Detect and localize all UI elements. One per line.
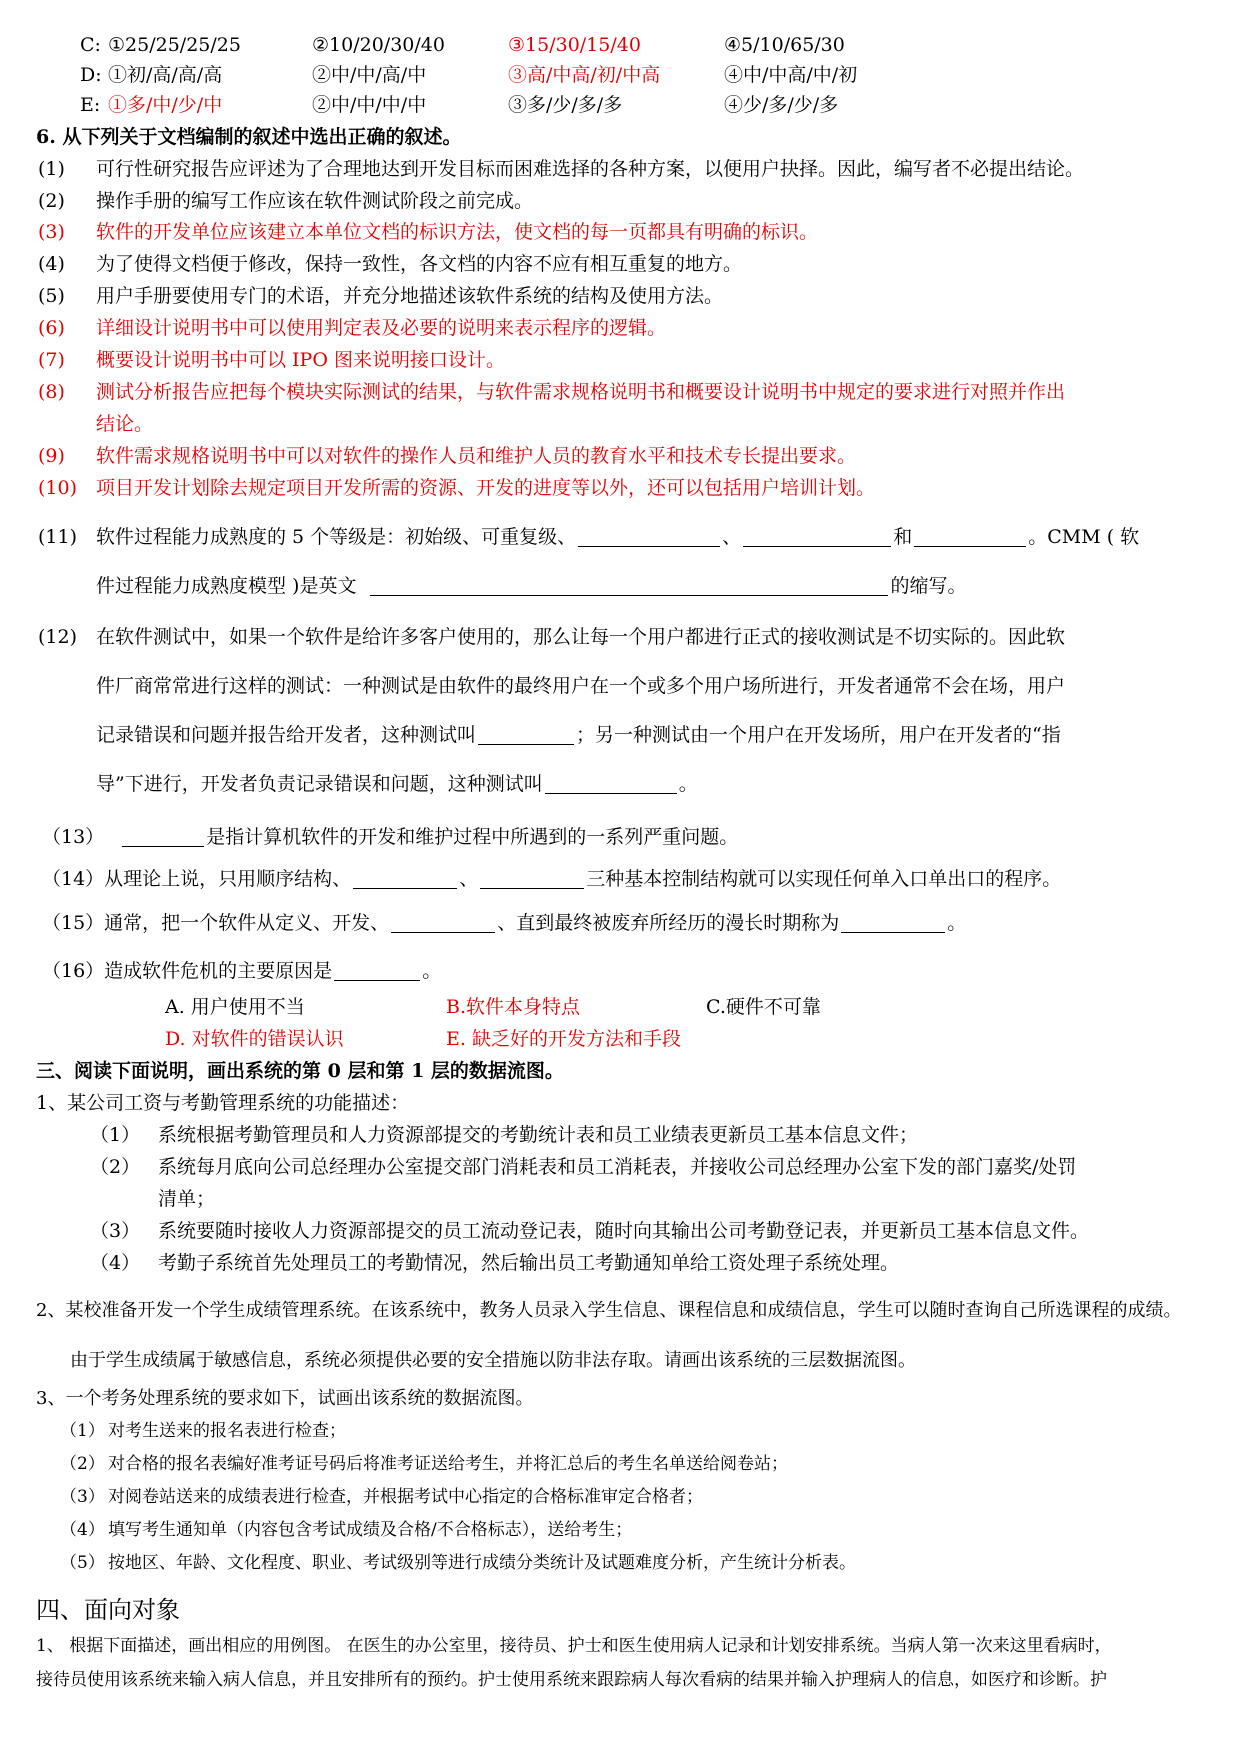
q5-e-o4: ④少/多/少/多 [724,94,839,116]
q14-blank-1[interactable] [353,871,457,889]
s4-p1-line1: 1、 根据下面描述，画出相应的用例图。 在医生的办公室里，接待员、护士和医生使用病人记录和计划安排系统。当病人第一次来这里看病时， [36,1636,1112,1656]
q14 [42,870,1061,889]
q6-item-text: 软件需求规格说明书中可以对软件的操作人员和维护人员的教育水平和技术专长提出要求。 [96,445,857,467]
section-4-title: 四、面向对象 [36,1596,180,1624]
s3-item-num: （2） [60,1454,105,1474]
q6-item-num: (6) [38,317,65,339]
q13-blank[interactable] [122,829,204,847]
q12-text-l3b: ；另一种测试由一个用户在开发场所，用户在开发者的“指 [576,724,1061,746]
q5-row-e [80,94,839,116]
s3-p1-item-2-cont: 清单； [158,1188,216,1210]
q6-item-text: 项目开发计划除去规定项目开发所需的资源、开发的进度等以外，还可以包括用户培训计划。 [96,477,876,499]
q6-item-text: 操作手册的编写工作应该在软件测试阶段之前完成。 [96,190,534,212]
q16-text-a: （16）造成软件危机的主要原因是 [42,960,333,982]
q5-e-o2: ②中/中/中/中 [312,94,427,116]
q11-text-d: 。CMM ( 软 [1028,526,1140,548]
q6-item-num: (4) [38,253,65,275]
q5-e-o1: ①多/中/少/中 [108,94,223,116]
q6-item-num: (3) [38,221,65,243]
q6-item-num: (9) [38,445,65,467]
s3-p2-line1: 2、某校准备开发一个学生成绩管理系统。在该系统中，教务人员录入学生信息、课程信息和成绩信息，学生可以随时查询自己所选课程的成绩。 [36,1300,1182,1321]
q6-item-text: 测试分析报告应把每个模块实际测试的结果，与软件需求规格说明书和概要设计说明书中规定的要求进行对照并作出 [96,381,1066,403]
s3-item-num: （4） [90,1252,141,1274]
q5-row-d [80,64,858,86]
q11-text-line2b: 的缩写。 [890,575,967,597]
q12-text-l1: 在软件测试中，如果一个软件是给许多客户使用的，那么让每一个用户都进行正式的接收测试是不切实际的。因此软 [96,626,1066,648]
q6-item-text: 详细设计说明书中可以使用判定表及必要的说明来表示程序的逻辑。 [96,317,667,339]
q15-text-a: （15）通常，把一个软件从定义、开发、 [42,912,390,934]
q5-e-label: E: [80,94,101,116]
s3-p1-item-2 [90,1156,1077,1178]
q5-c-o1: ①25/25/25/25 [108,34,241,56]
q16-option-b: B.软件本身特点 [446,996,581,1018]
q14-text-c: 三种基本控制结构就可以实现任何单入口单出口的程序。 [586,868,1062,890]
s3-p3-item-2 [60,1454,788,1474]
q6-item-10 [38,477,876,499]
q6-item-5 [38,285,724,307]
q12-text-l3a: 记录错误和问题并报告给开发者，这种测试叫 [96,724,477,746]
q11-blank-4[interactable] [370,578,888,596]
q6-item-3 [38,221,819,243]
q13-text: 是指计算机软件的开发和维护过程中所遇到的一系列严重问题。 [206,826,739,848]
s3-p3-item-1 [60,1421,346,1441]
s3-p3-item-3 [60,1487,703,1507]
q12-line4 [96,775,698,794]
s3-item-text: 对阅卷站送来的成绩表进行检查，并根据考试中心指定的合格标准审定合格者； [108,1487,703,1507]
s3-item-num: （1） [60,1421,105,1441]
s3-item-text: 考勤子系统首先处理员工的考勤情况，然后输出员工考勤通知单给工资处理子系统处理。 [158,1252,900,1274]
q5-row-c [80,34,845,56]
q5-e-o3: ③多/少/多/多 [508,94,623,116]
s3-item-num: （4） [60,1520,105,1540]
q14-blank-2[interactable] [480,871,584,889]
s3-item-num: （3） [90,1220,141,1242]
s3-p1-title: 1、某公司工资与考勤管理系统的功能描述： [36,1092,410,1114]
q6-item-9 [38,445,857,467]
q13-num: （13） [42,826,105,848]
q5-d-label: D: [80,64,102,86]
q6-item-num: (5) [38,285,65,307]
s3-item-text: 系统要随时接收人力资源部提交的员工流动登记表，随时向其输出公司考勤登记表，并更新员工基本信息文件。 [158,1220,1090,1242]
q14-text-a: （14）从理论上说，只用顺序结构、 [42,868,352,890]
s4-p1-line2: 接待员使用该系统来输入病人信息，并且安排所有的预约。护士使用系统来跟踪病人每次看病的结果并输入护理病人的信息，如医疗和诊断。护 [36,1670,1107,1690]
q5-d-o2: ②中/中/高/中 [312,64,427,86]
q6-item-6 [38,317,667,339]
q6-item-num: (7) [38,349,65,371]
s3-item-text: 系统每月底向公司总经理办公室提交部门消耗表和员工消耗表，并接收公司总经理办公室下发的部门嘉奖/处罚 [158,1156,1077,1178]
s3-item-text: 对合格的报名表编好准考证号码后将准考证送给考生，并将汇总后的考生名单送给阅卷站； [108,1454,788,1474]
q6-item-text: 用户手册要使用专门的术语，并充分地描述该软件系统的结构及使用方法。 [96,285,724,307]
q13 [42,828,738,847]
q16-option-c: C.硬件不可靠 [706,996,821,1018]
q5-c-o4: ④5/10/65/30 [724,34,845,56]
q11-blank-3[interactable] [914,529,1026,547]
q15-text-b: 、直到最终被废弃所经历的漫长时期称为 [497,912,840,934]
q16 [42,962,441,981]
q12-blank-1[interactable] [478,727,574,745]
q12-num: (12) [38,626,78,648]
s3-p3-item-5 [60,1553,856,1573]
s3-p2-line2: 由于学生成绩属于敏感信息，系统必须提供必要的安全措施以防非法存取。请画出该系统的三层数据流图。 [70,1350,916,1371]
q6-item-num: (2) [38,190,65,212]
q6-item-num: (10) [38,477,78,499]
s3-item-text: 系统根据考勤管理员和人力资源部提交的考勤统计表和员工业绩表更新员工基本信息文件； [158,1124,919,1146]
q6-item-1 [38,158,1085,180]
q6-item-text: 概要设计说明书中可以 IPO 图来说明接口设计。 [96,349,505,371]
s3-p3-title: 3、一个考务处理系统的要求如下，试画出该系统的数据流图。 [36,1388,534,1409]
q12-line3 [96,726,1061,745]
q15-text-c: 。 [947,912,967,934]
q6-item-text: 为了使得文档便于修改，保持一致性，各文档的内容不应有相互重复的地方。 [96,253,743,275]
q16-blank[interactable] [334,963,420,981]
q11-blank-1[interactable] [578,529,720,547]
s3-p1-item-3 [90,1220,1090,1242]
s3-item-num: （3） [60,1487,105,1507]
q11-num: (11) [38,526,78,548]
s3-item-num: （2） [90,1156,141,1178]
q5-c-label: C: [80,34,101,56]
q15 [42,914,966,933]
q12-line2: 件厂商常常进行这样的测试：一种测试是由软件的最终用户在一个或多个用户场所进行，开发者通常不会在场，用户 [96,675,1066,697]
q15-blank-2[interactable] [841,915,945,933]
s3-item-text: 对考生送来的报名表进行检查； [108,1421,346,1441]
q11-line2 [96,577,966,596]
s3-item-text: 按地区、年龄、文化程度、职业、考试级别等进行成绩分类统计及试题难度分析，产生统计分析表。 [108,1553,856,1573]
q12-blank-2[interactable] [545,776,677,794]
s3-p3-item-4 [60,1520,633,1540]
s3-p1-item-1 [90,1124,919,1146]
s3-item-num: （5） [60,1553,105,1573]
q6-item-2 [38,190,534,212]
q6-item-8 [38,381,1066,403]
q15-blank-1[interactable] [391,915,495,933]
q12-text-l4b: 。 [678,773,698,795]
q6-item-4 [38,253,743,275]
q5-c-o3: ③15/30/15/40 [508,34,641,56]
q11-text-a: 软件过程能力成熟度的 5 个等级是：初始级、可重复级、 [96,526,577,548]
section-3-title: 三、阅读下面说明，画出系统的第 0 层和第 1 层的数据流图。 [36,1060,564,1082]
q12-line1 [38,626,1066,648]
q11-text-line2a: 件过程能力成熟度模型 )是英文 [96,575,357,597]
q5-d-o4: ④中/中高/中/初 [724,64,858,86]
s3-p1-item-4 [90,1252,900,1274]
q5-d-o3: ③高/中高/初/中高 [508,64,661,86]
q6-item-text: 可行性研究报告应评述为了合理地达到开发目标而困难选择的各种方案，以便用户抉择。因此，编写者不必提出结论。 [96,158,1085,180]
q16-option-d: D. 对软件的错误认识 [165,1028,344,1050]
q6-title: 6. 从下列关于文档编制的叙述中选出正确的叙述。 [36,126,462,148]
q6-item-8-cont: 结论。 [96,413,154,435]
q16-option-e: E. 缺乏好的开发方法和手段 [446,1028,681,1050]
q16-option-a: A. 用户使用不当 [165,996,305,1018]
q6-item-7 [38,349,505,371]
q6-item-num: (8) [38,381,65,403]
q12-text-l4a: 导”下进行，开发者负责记录错误和问题，这种测试叫 [96,773,543,795]
q5-c-o2: ②10/20/30/40 [312,34,445,56]
q6-item-text: 软件的开发单位应该建立本单位文档的标识方法，使文档的每一页都具有明确的标识。 [96,221,819,243]
q6-item-num: (1) [38,158,65,180]
q11-blank-2[interactable] [743,529,891,547]
s3-item-text: 填写考生通知单（内容包含考试成绩及合格/不合格标志），送给考生； [108,1520,633,1540]
q5-d-o1: ①初/高/高/高 [108,64,223,86]
q14-text-b: 、 [459,868,479,890]
q11-line1 [38,526,1140,548]
q11-text-c: 和 [893,526,913,548]
q16-text-b: 。 [422,960,442,982]
q11-text-b: 、 [722,526,742,548]
s3-item-num: （1） [90,1124,141,1146]
